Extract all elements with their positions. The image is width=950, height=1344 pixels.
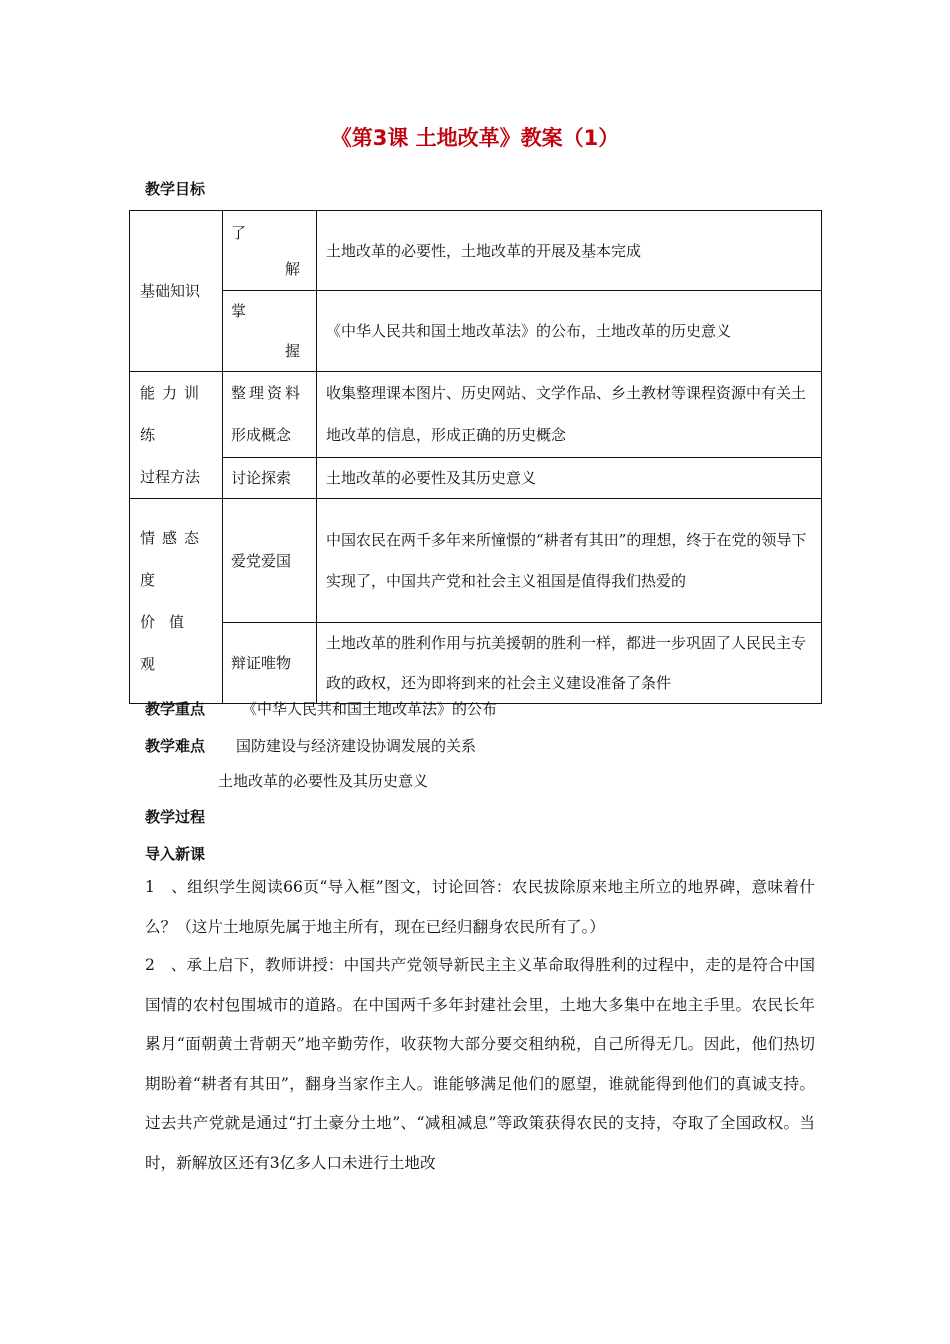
subcategory-cell: 辩证唯物 xyxy=(223,623,317,704)
paragraph-2: 2 、承上启下，教师讲授：中国共产党领导新民主主义革命取得胜利的过程中，走的是符合中国国情的农村包围城市的道路。在中国两千多年封建社会里，土地大多集中在地主手里。农民长年累月“面朝黄土背朝天”地辛勤劳作，收获物大部分要交租纳税，自己所得无几。因此，他们热切期盼着“耕者有其田”，翻身当家作主人。谁能够满足他们的愿望，谁就能得到他们的真诚支持。过去共产党就是通过“打土豪分土地”、“减租减息”等政策获得农民的支持，夺取了全国政权。当时，新解放区还有3亿多人口未进行土地改 xyxy=(145,956,815,1172)
table-row xyxy=(130,291,822,372)
sub-bottom: 握 xyxy=(284,342,300,360)
content-cell: 土地改革的胜利作用与抗美援朝的胜利一样，都进一步巩固了人民民主专政的政权，还为即将到来的社会主义建设准备了条件 xyxy=(317,623,822,704)
category-label-bottom: 价值观 xyxy=(140,613,199,673)
category-label-top: 能力训练 xyxy=(140,384,207,444)
sub-top: 整理资料 xyxy=(231,384,304,403)
content-cell: 中国农民在两千多年来所憧憬的“耕者有其田”的理想，终于在党的领导下实现了，中国共产党和社会主义祖国是值得我们热爱的 xyxy=(317,499,822,623)
content-cell: 《中华人民共和国土地改革法》的公布，土地改革的历史意义 xyxy=(317,291,822,372)
difficulty-label: 教学难点 xyxy=(145,737,206,755)
subcategory-cell xyxy=(223,211,317,291)
objectives-table xyxy=(129,210,822,704)
sub-bottom: 形成概念 xyxy=(231,426,292,445)
content-cell: 土地改革的必要性及其历史意义 xyxy=(317,457,822,498)
category-emotion xyxy=(130,499,223,704)
sub-top: 了 xyxy=(231,223,247,242)
table-row xyxy=(130,211,822,291)
table-row xyxy=(130,372,822,458)
category-label: 基础知识 xyxy=(140,282,201,300)
intro-heading: 导入新课 xyxy=(145,845,206,863)
category-label-bottom: 过程方法 xyxy=(140,468,201,486)
sub-bottom: 解 xyxy=(284,259,300,278)
subcategory-cell xyxy=(223,291,317,372)
subcategory-cell: 爱党爱国 xyxy=(223,499,317,623)
difficulty-text-1: 国防建设与经济建设协调发展的关系 xyxy=(236,737,477,755)
subcategory-cell xyxy=(223,372,317,458)
table-row xyxy=(130,457,822,498)
key-point-text: 《中华人民共和国土地改革法》的公布 xyxy=(242,700,498,718)
sub-top: 掌 xyxy=(231,302,247,320)
category-basic xyxy=(130,211,223,372)
page-title: 《第3课 土地改革》教案（1） xyxy=(330,126,620,150)
difficulty-text-2: 土地改革的必要性及其历史意义 xyxy=(218,772,429,790)
content-cell: 土地改革的必要性，土地改革的开展及基本完成 xyxy=(317,211,822,291)
paragraph-1: 1 、组织学生阅读66页“导入框”图文，讨论回答：农民拔除原来地主所立的地界碑，意味着什么？（这片土地原先属于地主所有，现在已经归翻身农民所有了。） xyxy=(145,878,815,936)
goals-heading: 教学目标 xyxy=(145,180,206,198)
category-ability xyxy=(130,372,223,499)
category-label-top: 情感态度 xyxy=(140,529,207,589)
content-cell: 收集整理课本图片、历史网站、文学作品、乡土教材等课程资源中有关土地改革的信息，形成正确的历史概念 xyxy=(317,372,822,458)
process-heading: 教学过程 xyxy=(145,808,206,826)
table-row xyxy=(130,623,822,704)
key-point-label: 教学重点 xyxy=(145,700,206,718)
table-row xyxy=(130,499,822,623)
subcategory-cell: 讨论探索 xyxy=(223,457,317,498)
